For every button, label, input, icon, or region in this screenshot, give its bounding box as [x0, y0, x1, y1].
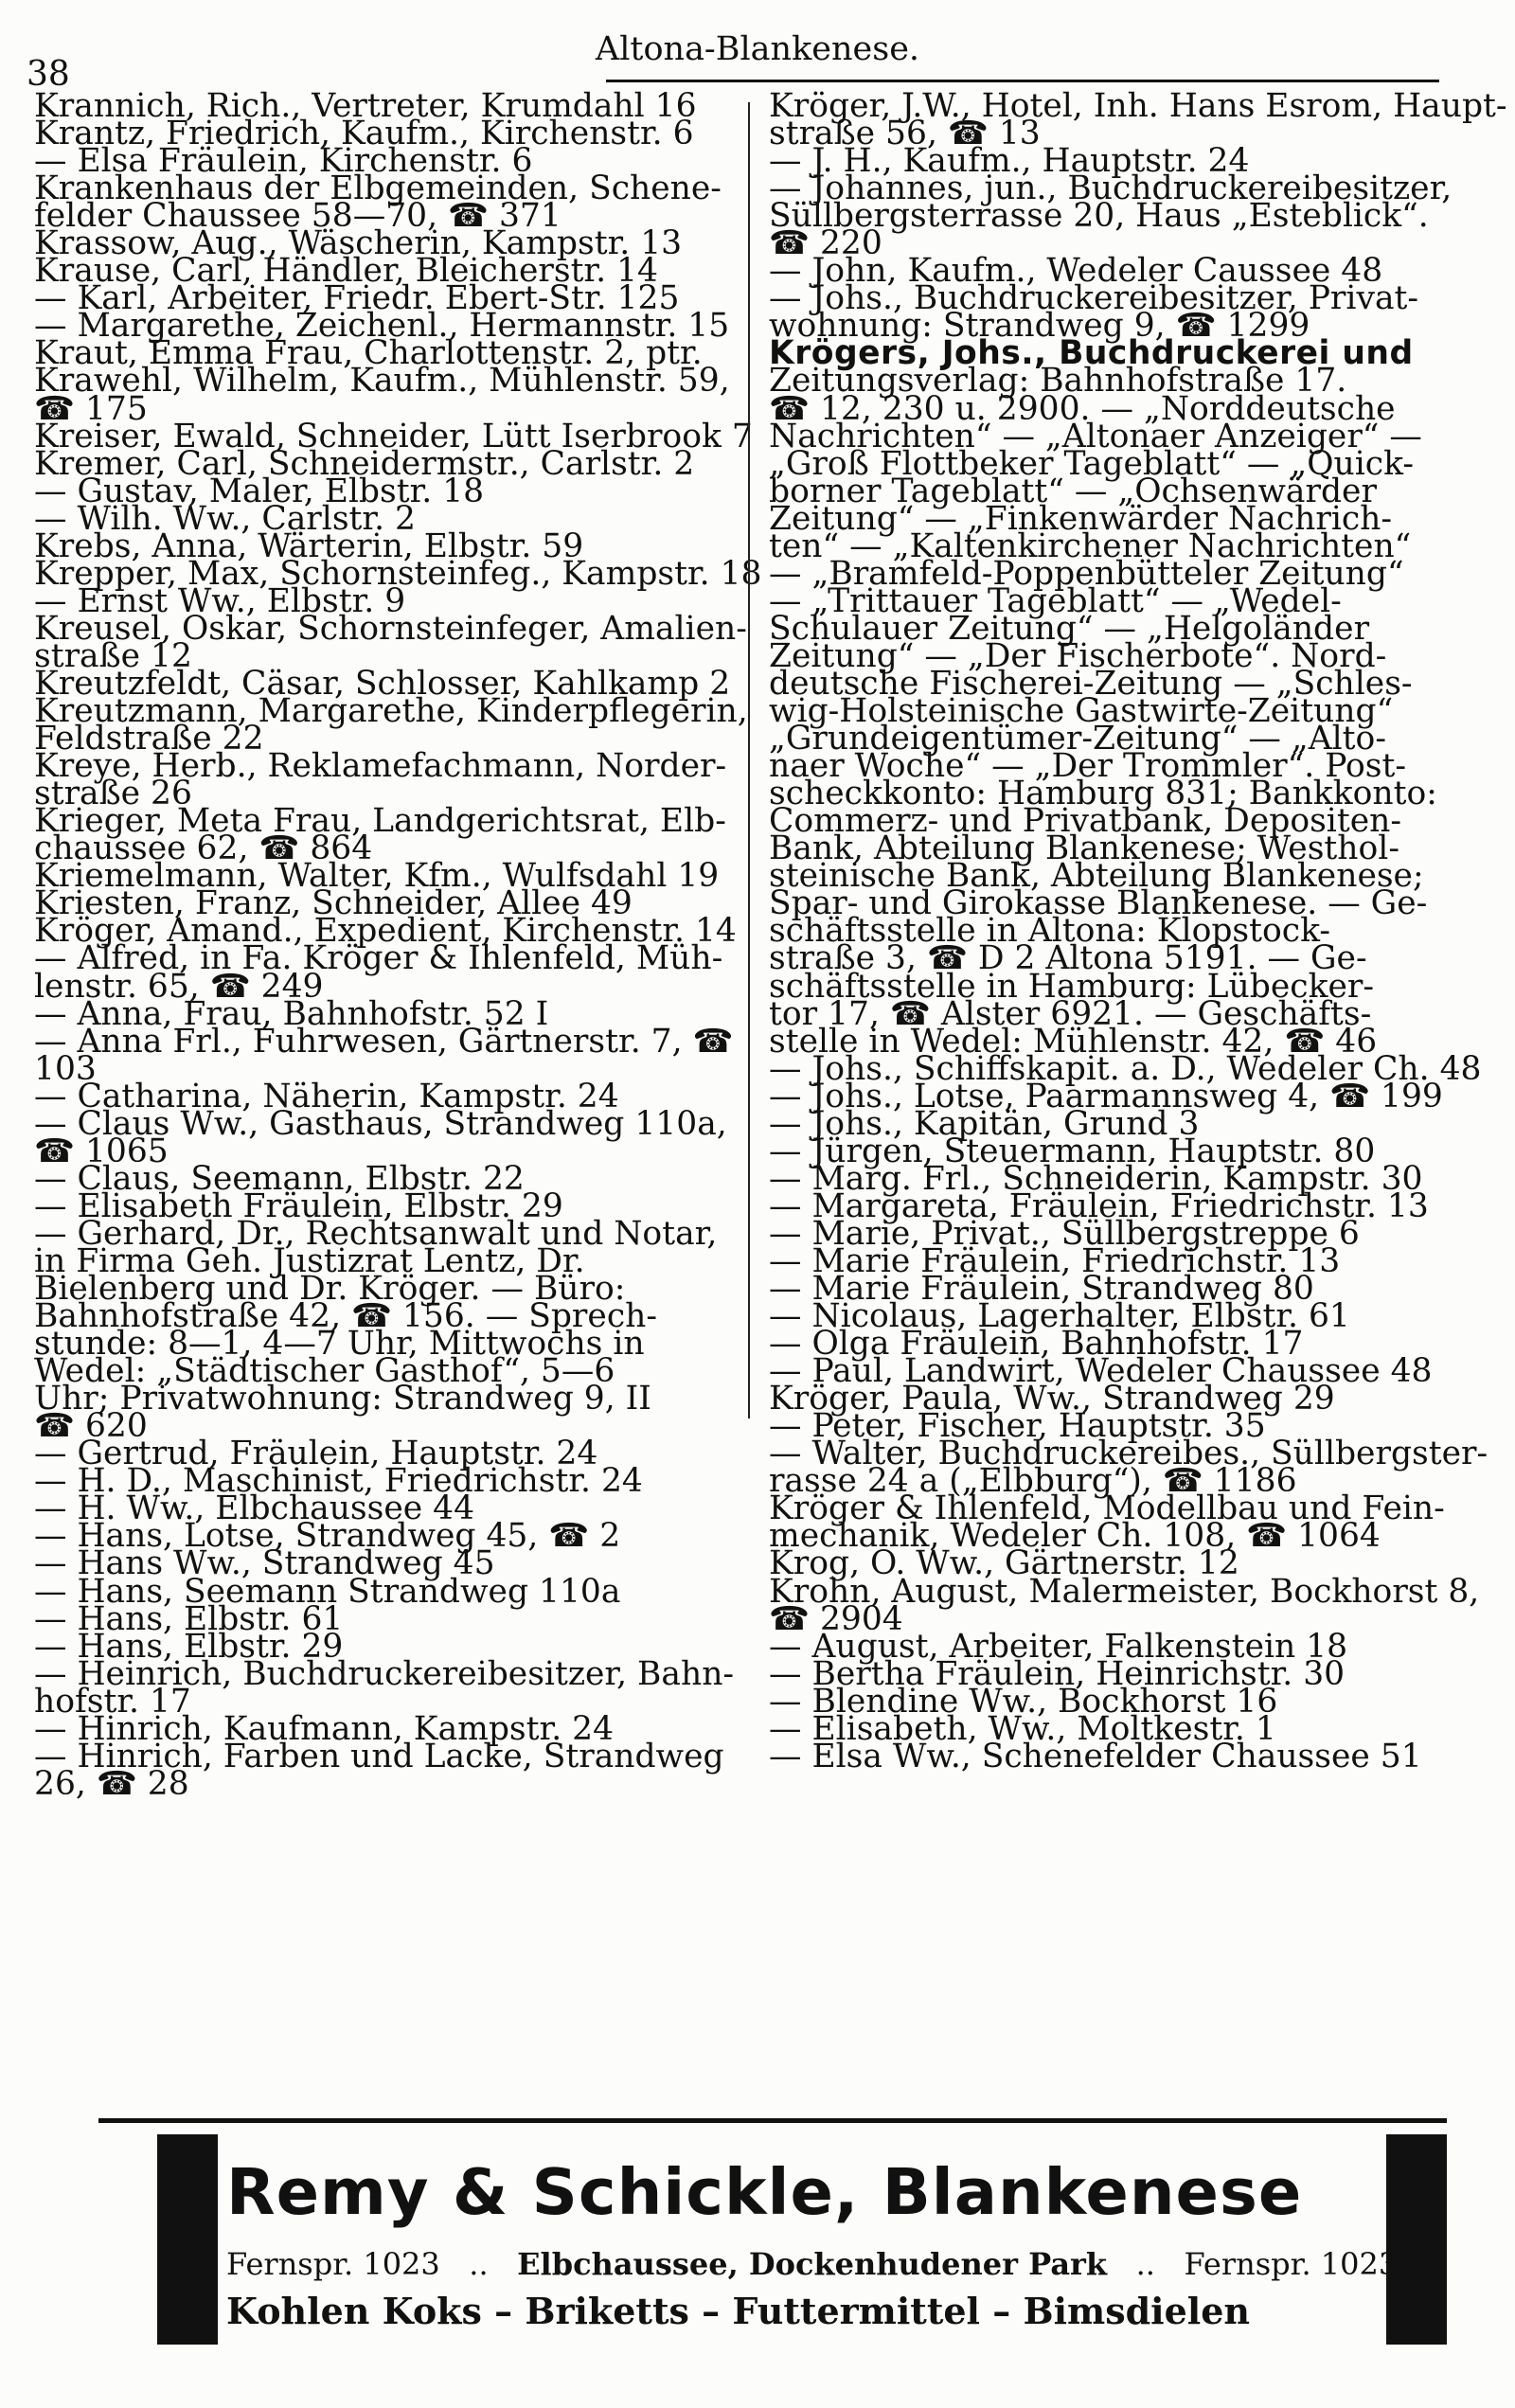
- directory-entry-line: Süllbergsterrasse 20, Haus „Esteblick“.: [769, 197, 1429, 236]
- directory-entry-line: Kreiser, Ewald, Schneider, Lütt Iserbrook 7: [34, 417, 753, 455]
- directory-entry-line: in Firma Geh. Justizrat Lentz, Dr.: [34, 1241, 585, 1280]
- directory-entry-line: straße 12: [34, 636, 192, 675]
- ad-contact-line: [226, 2246, 1399, 2282]
- left-column: [34, 87, 762, 1803]
- directory-entry-line: Bahnhofstraße 42, ☎ 156. — Sprech-: [34, 1297, 658, 1336]
- page-number: 38: [27, 55, 70, 94]
- directory-entry-line: — Margareta, Fräulein, Friedrichstr. 13: [769, 1186, 1429, 1225]
- directory-entry-line: Bank, Abteilung Blankenese; Westhol-: [769, 829, 1399, 868]
- right-column: [769, 87, 1507, 1775]
- directory-entry-line: schäftsstelle in Hamburg: Lübecker-: [769, 967, 1375, 1006]
- directory-entry-line: — Claus, Seemann, Elbstr. 22: [34, 1159, 525, 1198]
- directory-entry-line: lenstr. 65, ☎ 249: [34, 967, 324, 1006]
- directory-entry-line: — Anna, Frau, Bahnhofstr. 52 I: [34, 994, 549, 1033]
- directory-entry-line: Krassow, Aug., Wäscherin, Kampstr. 13: [34, 224, 683, 263]
- directory-entry-line: 26, ☎ 28: [34, 1764, 189, 1803]
- header-rule: [606, 80, 1439, 82]
- directory-entry-line: „Grundeigentümer-Zeitung“ — „Alto-: [769, 720, 1386, 758]
- directory-entry-line: deutsche Fischerei-Zeitung — „Schles-: [769, 664, 1413, 703]
- directory-entry-line: — Johs., Kapitän, Grund 3: [769, 1104, 1200, 1143]
- directory-entry-line: — Claus Ww., Gasthaus, Strandweg 110a,: [34, 1104, 727, 1143]
- directory-entry-line: Nachrichten“ — „Altonaer Anzeiger“ —: [769, 417, 1422, 455]
- directory-entry-line: Wedel: „Städtischer Gasthof“, 5—6: [34, 1352, 615, 1391]
- directory-entry-line: Zeitung“ — „Finkenwärder Nachrich-: [769, 499, 1393, 538]
- directory-entry-line: Krankenhaus der Elbgemeinden, Schene-: [34, 169, 722, 208]
- directory-entry-line: Krannich, Rich., Vertreter, Krumdahl 16: [34, 87, 697, 125]
- directory-entry-line: — Hans Ww., Strandweg 45: [34, 1544, 495, 1583]
- directory-entry-line: ☎ 2904: [769, 1599, 903, 1638]
- ad-phone-left: Fernspr. 1023: [226, 2246, 440, 2282]
- directory-entry-line: — Gustav, Maler, Elbstr. 18: [34, 472, 485, 510]
- directory-entry-line: — H. Ww., Elbchaussee 44: [34, 1489, 475, 1528]
- ad-address: Elbchaussee, Dockenhudener Park: [517, 2246, 1108, 2282]
- directory-entry-line: stunde: 8—1, 4—7 Uhr, Mittwochs in: [34, 1325, 645, 1364]
- ad-title: Remy & Schickle, Blankenese: [226, 2155, 1303, 2229]
- directory-entry-line: Krog, O. Ww., Gärtnerstr. 12: [769, 1544, 1239, 1583]
- directory-entry-line: chaussee 62, ☎ 864: [34, 829, 373, 868]
- directory-entry-line: — Karl, Arbeiter, Friedr. Ebert-Str. 125: [34, 279, 680, 318]
- directory-entry-line: — Hans, Seemann Strandweg 110a: [34, 1572, 621, 1611]
- directory-entry-line: — Ernst Ww., Elbstr. 9: [34, 581, 406, 620]
- directory-entry-line: — Hans, Elbstr. 61: [34, 1599, 344, 1638]
- directory-entry-line: — Gertrud, Fräulein, Hauptstr. 24: [34, 1435, 598, 1473]
- directory-entry-line: wohnung: Strandweg 9, ☎ 1299: [769, 307, 1310, 346]
- directory-entry-line: — Heinrich, Buchdruckereibesitzer, Bahn-: [34, 1654, 735, 1693]
- directory-entry-line: scheckkonto: Hamburg 831; Bankkonto:: [769, 775, 1437, 813]
- directory-entry-line: — Marie Fräulein, Friedrichstr. 13: [769, 1241, 1341, 1280]
- directory-entry-line: Krantz, Friedrich, Kaufm., Kirchenstr. 6: [34, 115, 694, 153]
- directory-entry-line: — Hinrich, Kaufmann, Kampstr. 24: [34, 1709, 615, 1748]
- directory-entry-line: — John, Kaufm., Wedeler Caussee 48: [769, 252, 1383, 291]
- directory-entry-line: Kriemelmann, Walter, Kfm., Wulfsdahl 19: [34, 857, 720, 896]
- directory-entry-line: 103: [34, 1049, 97, 1088]
- column-divider: [748, 102, 750, 1418]
- directory-entry-line: felder Chaussee 58—70, ☎ 371: [34, 197, 561, 236]
- directory-entry-line: — H. D., Maschinist, Friedrichstr. 24: [34, 1462, 643, 1501]
- ad-separator-right: ..: [1135, 2246, 1155, 2282]
- directory-entry-line: — Elisabeth Fräulein, Elbstr. 29: [34, 1186, 563, 1225]
- directory-entry-line: schäftsstelle in Altona: Klopstock-: [769, 912, 1331, 951]
- directory-entry-line: — Johs., Buchdruckereibesitzer, Privat-: [769, 279, 1419, 318]
- directory-entry-line: Kriesten, Franz, Schneider, Allee 49: [34, 884, 633, 923]
- directory-entry-line: Krause, Carl, Händler, Bleicherstr. 14: [34, 252, 658, 291]
- directory-entry-line: Krawehl, Wilhelm, Kaufm., Mühlenstr. 59,: [34, 362, 730, 401]
- directory-entry-line: Uhr; Privatwohnung: Strandweg 9, II: [34, 1380, 651, 1418]
- directory-entry-line: — Elisabeth, Ww., Moltkestr. 1: [769, 1709, 1276, 1748]
- directory-entry-line: — Wilh. Ww., Carlstr. 2: [34, 499, 416, 538]
- directory-entry-line: Kröger, Paula, Ww., Strandweg 29: [769, 1380, 1335, 1418]
- directory-entry-line: Kröger, Amand., Expedient, Kirchenstr. 14: [34, 912, 737, 951]
- directory-entry-line: wig-Holsteinische Gastwirte-Zeitung“: [769, 692, 1394, 731]
- directory-entry-line: — Johs., Lotse, Paarmannsweg 4, ☎ 199: [769, 1077, 1443, 1115]
- directory-entry-line: Kröger, J.W., Hotel, Inh. Hans Esrom, Haupt-: [769, 87, 1507, 125]
- ad-separator-left: ..: [469, 2246, 489, 2282]
- directory-entry-line: Kreutzmann, Margarethe, Kinderpflegerin,: [34, 692, 748, 731]
- directory-entry-line: — Nicolaus, Lagerhalter, Elbstr. 61: [769, 1297, 1350, 1336]
- directory-entry-line: — Hans, Elbstr. 29: [34, 1627, 344, 1666]
- directory-entry-line: — Walter, Buchdruckereibes., Süllbergster-: [769, 1435, 1488, 1473]
- directory-entry-line: — Hans, Lotse, Strandweg 45, ☎ 2: [34, 1517, 621, 1556]
- directory-entry-line: — Margarethe, Zeichenl., Hermannstr. 15: [34, 307, 730, 346]
- directory-entry-line: — Bertha Fräulein, Heinrichstr. 30: [769, 1654, 1346, 1693]
- directory-entry-line: — Blendine Ww., Bockhorst 16: [769, 1682, 1278, 1721]
- directory-entry-line: — Gerhard, Dr., Rechtsanwalt und Notar,: [34, 1214, 718, 1253]
- directory-entry-line: Feldstraße 22: [34, 720, 264, 758]
- directory-entry-line: — Alfred, in Fa. Kröger & Ihlenfeld, Müh-: [34, 939, 723, 978]
- directory-entry-line: ☎ 175: [34, 389, 148, 428]
- directory-entry-line: Kreye, Herb., Reklamefachmann, Norder-: [34, 747, 727, 786]
- directory-entry-line: — Anna Frl., Fuhrwesen, Gärtnerstr. 7, ☎: [34, 1022, 734, 1061]
- directory-entry-line: ☎ 1065: [34, 1132, 169, 1170]
- directory-entry-line: steinische Bank, Abteilung Blankenese;: [769, 857, 1424, 896]
- directory-entry-line: — Marie Fräulein, Strandweg 80: [769, 1270, 1314, 1309]
- directory-entry-line: — Marie, Privat., Süllbergstreppe 6: [769, 1214, 1360, 1253]
- directory-entry-line: Zeitung“ — „Der Fischerbote“. Nord-: [769, 636, 1387, 675]
- directory-entry-line: Krieger, Meta Frau, Landgerichtsrat, Elb-: [34, 802, 726, 841]
- directory-entry-line: — Marg. Frl., Schneiderin, Kampstr. 30: [769, 1159, 1423, 1198]
- directory-entry-line: Kremer, Carl, Schneidermstr., Carlstr. 2: [34, 444, 695, 483]
- directory-entry-line: straße 56, ☎ 13: [769, 115, 1041, 153]
- directory-entry-line: — Catharina, Näherin, Kampstr. 24: [34, 1077, 619, 1115]
- directory-entry-line: Krebs, Anna, Wärterin, Elbstr. 59: [34, 526, 584, 565]
- directory-entry-line: rasse 24 a („Elbburg“), ☎ 1186: [769, 1462, 1297, 1501]
- ad-black-block-left: [157, 2134, 218, 2345]
- directory-entry-line: ten“ — „Kaltenkirchener Nachrichten“: [769, 526, 1412, 565]
- directory-entry-line: — Elsa Ww., Schenefelder Chaussee 51: [769, 1737, 1422, 1775]
- ad-products: Kohlen Koks – Briketts – Futtermittel – Bimsdielen: [226, 2290, 1251, 2332]
- directory-entry-line: Schulauer Zeitung“ — „Helgoländer: [769, 609, 1370, 648]
- ad-phone-right: Fernspr. 1023: [1184, 2246, 1399, 2282]
- advertisement: [98, 2118, 1447, 2357]
- directory-entry-line: — Olga Fräulein, Bahnhofstr. 17: [769, 1325, 1304, 1364]
- directory-entry-line: — Jürgen, Steuermann, Hauptstr. 80: [769, 1132, 1376, 1170]
- directory-entry-line: tor 17, ☎ Alster 6921. — Geschäfts-: [769, 994, 1372, 1033]
- directory-entry-line: — August, Arbeiter, Falkenstein 18: [769, 1627, 1348, 1666]
- directory-entry-line: — Peter, Fischer, Hauptstr. 35: [769, 1407, 1266, 1446]
- directory-entry-line: naer Woche“ — „Der Trommler“. Post-: [769, 747, 1407, 786]
- directory-entry-line: Bielenberg und Dr. Kröger. — Büro:: [34, 1270, 626, 1309]
- directory-entry-line: straße 26: [34, 775, 192, 813]
- directory-entry-line: — Hinrich, Farben und Lacke, Strandweg: [34, 1737, 724, 1775]
- directory-entry-line: Krepper, Max, Schornsteinfeg., Kampstr. 18: [34, 554, 762, 593]
- directory-entry-line: Zeitungsverlag: Bahnhofstraße 17.: [769, 362, 1347, 401]
- directory-entry-line: — „Bramfeld-Poppenbütteler Zeitung“: [769, 554, 1404, 593]
- directory-entry-line: Kraut, Emma Frau, Charlottenstr. 2, ptr.: [34, 334, 703, 373]
- directory-entry-line: — Johannes, jun., Buchdruckereibesitzer,: [769, 169, 1453, 208]
- directory-entry-line: Kröger & Ihlenfeld, Modellbau und Fein-: [769, 1489, 1445, 1528]
- ad-black-block-right: [1386, 2134, 1447, 2345]
- directory-entry-line: — Elsa Fräulein, Kirchenstr. 6: [34, 142, 533, 181]
- directory-entry-line: ☎ 12, 230 u. 2900. — „Norddeutsche: [769, 389, 1396, 428]
- directory-entry-line: mechanik, Wedeler Ch. 108, ☎ 1064: [769, 1517, 1381, 1556]
- directory-entry-line: ☎ 220: [769, 224, 882, 263]
- directory-entry-line: stelle in Wedel: Mühlenstr. 42, ☎ 46: [769, 1022, 1378, 1061]
- directory-entry-line: hofstr. 17: [34, 1682, 191, 1721]
- directory-entry-line: Commerz- und Privatbank, Depositen-: [769, 802, 1401, 841]
- directory-entry-line: ☎ 620: [34, 1407, 148, 1446]
- directory-entry-line: Spar- und Girokasse Blankenese. — Ge-: [769, 884, 1428, 923]
- directory-entry-line: Krohn, August, Malermeister, Bockhorst 8,: [769, 1572, 1480, 1611]
- directory-entry-line: Kreutzfeldt, Cäsar, Schlosser, Kahlkamp 2: [34, 664, 731, 703]
- directory-entry-line: — Paul, Landwirt, Wedeler Chaussee 48: [769, 1352, 1433, 1391]
- directory-entry-line: „Groß Flottbeker Tageblatt“ — „Quick-: [769, 444, 1415, 483]
- directory-entry-line: Kreusel, Oskar, Schornsteinfeger, Amalien-: [34, 609, 747, 648]
- firm-heading-line: Krögers, Johs., Buchdruckerei und: [769, 334, 1414, 373]
- running-head: Altona-Blankenese.: [595, 30, 920, 68]
- directory-entry-line: — J. H., Kaufm., Hauptstr. 24: [769, 142, 1250, 181]
- directory-entry-line: — Johs., Schiffskapit. a. D., Wedeler Ch. 48: [769, 1049, 1482, 1088]
- directory-entry-line: — „Trittauer Tageblatt“ — „Wedel-: [769, 581, 1342, 620]
- directory-entry-line: straße 3, ☎ D 2 Altona 5191. — Ge-: [769, 939, 1367, 978]
- directory-entry-line: borner Tageblatt“ — „Ochsenwärder: [769, 472, 1377, 510]
